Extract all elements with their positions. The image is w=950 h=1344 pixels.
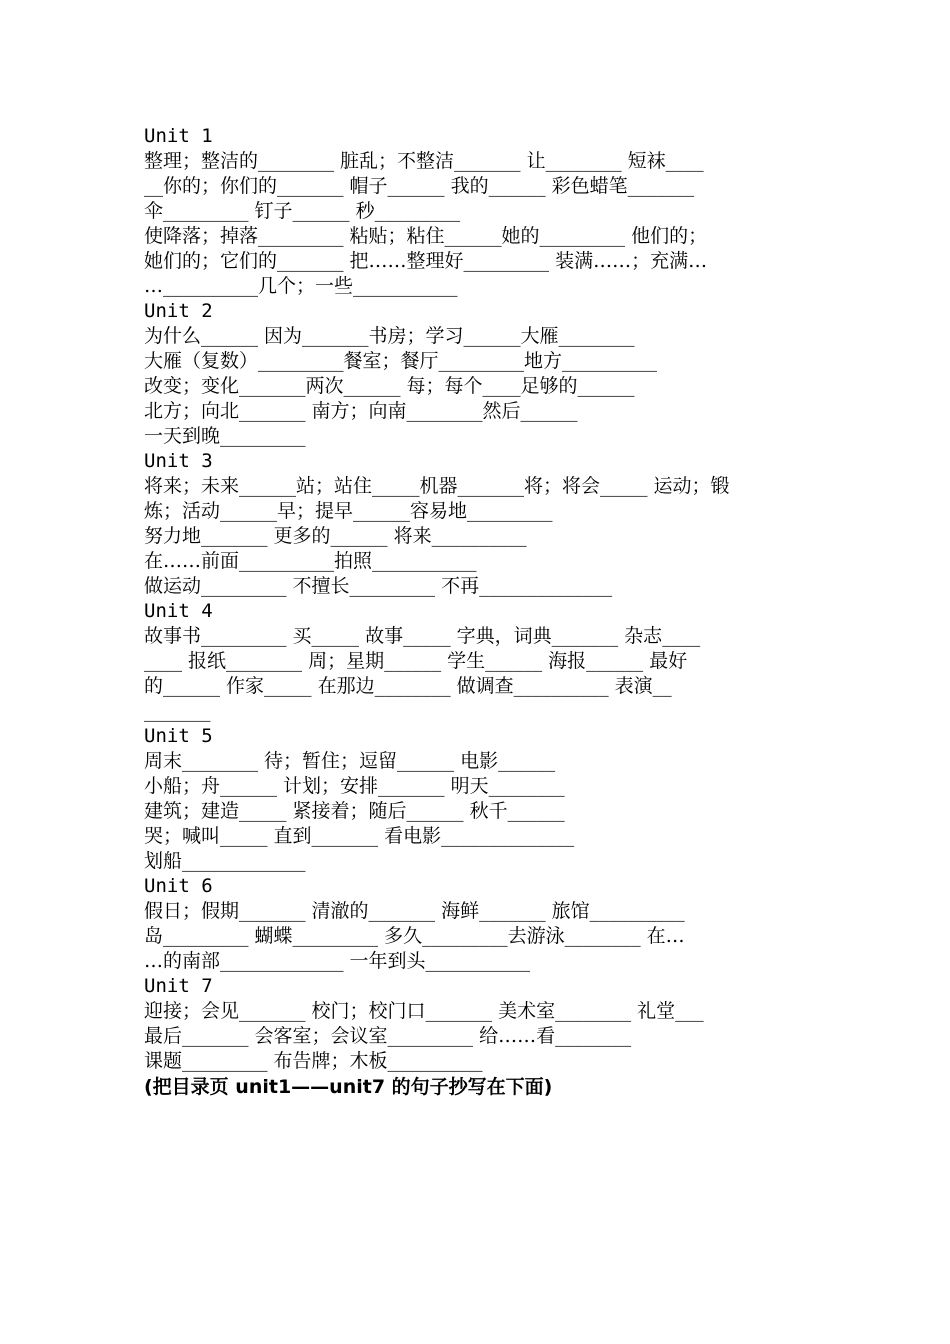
unit-section xyxy=(144,599,808,724)
unit-heading: Unit 6 xyxy=(144,875,213,897)
vocab-line: 做运动_________ 不擅长_________ 不再______________ xyxy=(144,575,613,597)
vocab-line: 改变；变化_______两次______ 每；每个____足够的______ xyxy=(144,375,635,397)
vocab-line: 一天到晚_________ xyxy=(144,425,306,447)
vocab-line: 故事书_________ 买_____ 故事_____ 字典，词典_______ 杂志____ xyxy=(144,625,701,647)
vocab-line: 建筑；建造_____ 紧接着；随后______ 秋千______ xyxy=(144,800,565,822)
vocab-line: 的______ 作家_____ 在那边________ 做调查__________ 表演__ xyxy=(144,675,672,697)
unit-heading: Unit 4 xyxy=(144,600,213,622)
vocab-line: __你的；你们的_______ 帽子______ 我的______ 彩色蜡笔_______ xyxy=(144,175,695,197)
vocab-line: 在……前面__________拍照___________ xyxy=(144,550,477,572)
vocab-line: 周末________ 待；暂住；逗留______ 电影______ xyxy=(144,750,556,772)
copy-instruction: (把目录页 unit1——unit7 的句子抄写在下面) xyxy=(144,1076,553,1098)
vocab-line: 炼；活动______早；提早______容易地_________ xyxy=(144,500,553,522)
vocab-line: 整理；整洁的________ 脏乱；不整洁_______ 让________ 短袜____ xyxy=(144,150,704,172)
vocab-line: 划船_____________ xyxy=(144,850,306,872)
unit-heading: Unit 1 xyxy=(144,125,213,147)
vocab-line: …的南部_____________ 一年到头___________ xyxy=(144,950,531,972)
vocab-line: 努力地_______ 更多的______ 将来__________ xyxy=(144,525,527,547)
unit-section xyxy=(144,724,808,874)
unit-heading: Unit 7 xyxy=(144,975,213,997)
unit-section xyxy=(144,299,808,449)
vocab-line: 迎接；会见_______ 校门；校门口_______ 美术室________ 礼堂___ xyxy=(144,1000,704,1022)
unit-section xyxy=(144,874,808,974)
vocab-line: 将来；未来______站；站住_____机器_______将；将会_____ 运动；锻 xyxy=(144,475,730,497)
vocab-line: _______ xyxy=(144,700,211,722)
unit-section xyxy=(144,974,808,1074)
vocab-line: 北方；向北_______ 南方；向南________然后______ xyxy=(144,400,578,422)
vocab-line: ____ 报纸________ 周；星期______ 学生______ 海报______ 最好 xyxy=(144,650,688,672)
vocab-line: 她们的；它们的_______ 把……整理好_________ 装满……；充满… xyxy=(144,250,708,272)
unit-section xyxy=(144,124,808,299)
vocab-line: 小船；舟______ 计划；安排_______ 明天________ xyxy=(144,775,565,797)
vocab-line: 岛_________ 蝴蝶_________ 多久_________去游泳________ 在… xyxy=(144,925,685,947)
vocab-line: 假日；假期_______ 清澈的_______ 海鲜_______ 旅馆__________ xyxy=(144,900,685,922)
vocab-line: 最后_______ 会客室；会议室_________ 给……看________ xyxy=(144,1025,632,1047)
vocab-line: 哭；喊叫_____ 直到_______ 看电影______________ xyxy=(144,825,575,847)
unit-section xyxy=(144,449,808,599)
vocab-line: 伞_________ 钉子______ 秒_________ xyxy=(144,200,461,222)
vocab-line: 使降落；掉落_________ 粘贴；粘住______她的_________ 他们的； xyxy=(144,225,708,247)
unit-heading: Unit 3 xyxy=(144,450,213,472)
unit-heading: Unit 5 xyxy=(144,725,213,747)
unit-heading: Unit 2 xyxy=(144,300,213,322)
worksheet xyxy=(144,124,808,1101)
vocab-line: 为什么______ 因为_______书房；学习______大雁________ xyxy=(144,325,635,347)
vocab-line: 课题_________ 布告牌；木板__________ xyxy=(144,1050,483,1072)
vocab-line: …__________几个；一些___________ xyxy=(144,275,458,297)
vocab-line: 大雁（复数）_________餐室；餐厅_________地方__________ xyxy=(144,350,658,372)
